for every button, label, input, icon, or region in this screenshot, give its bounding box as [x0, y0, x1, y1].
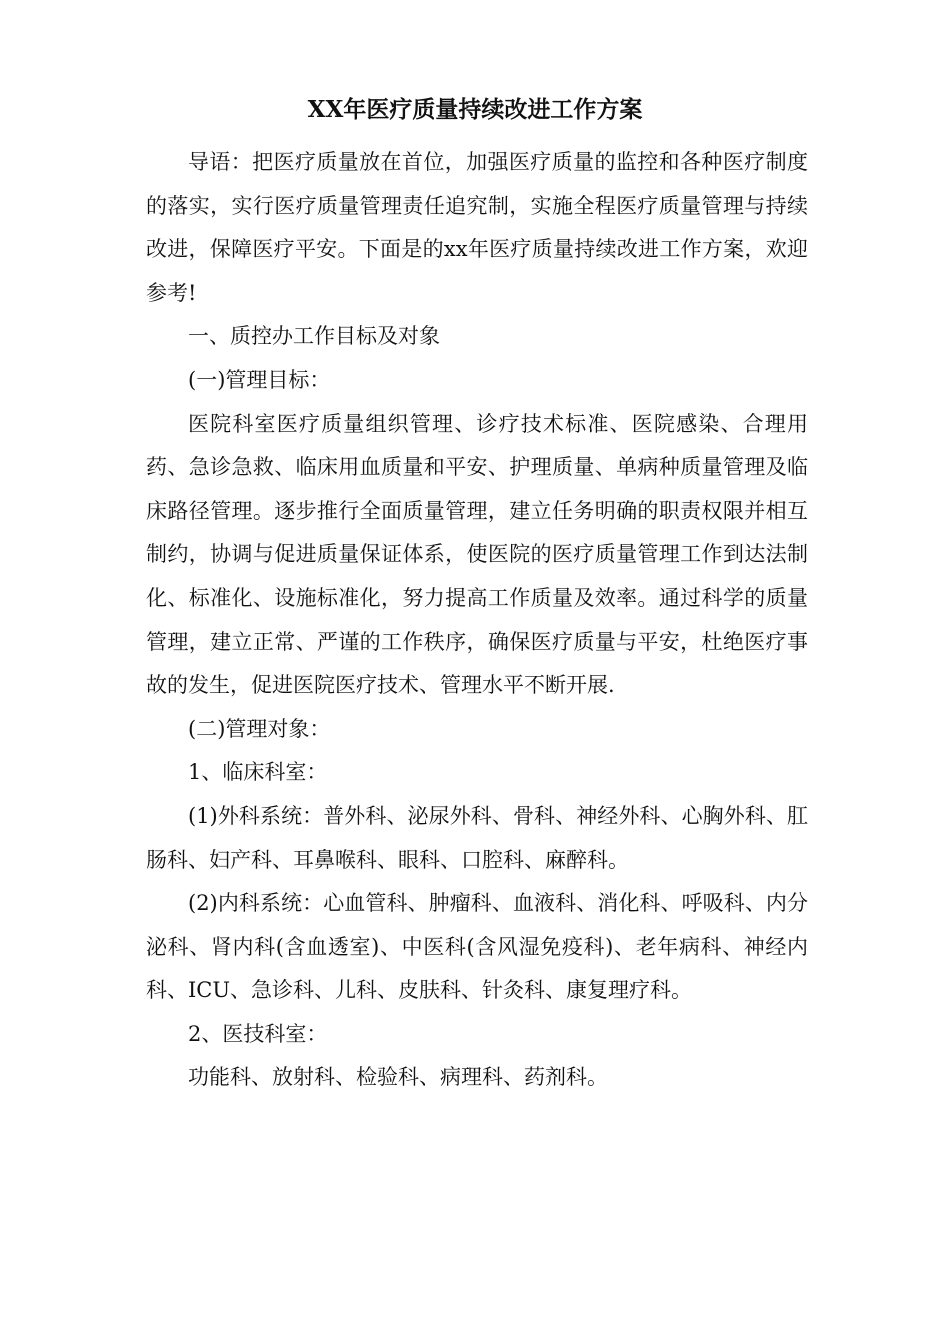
- internal-medicine-paragraph: (2)内科系统：心血管科、肿瘤科、血液科、消化科、呼吸科、内分泌科、肾内科(含血透室)、中医科(含风湿免疫科)、老年病科、神经内科、ICU、急诊科、儿科、皮肤科、针灸科、康复理疗科。: [146, 891, 808, 1003]
- clinical-departments-heading: 1、临床科室：: [188, 760, 328, 785]
- medical-tech-heading: 2、医技科室：: [188, 1021, 328, 1046]
- document-body: [146, 141, 808, 1100]
- subsection-heading-objects: (二)管理对象：: [188, 716, 331, 741]
- intro-paragraph: 导语：把医疗质量放在首位，加强医疗质量的监控和各种医疗制度的落实，实行医疗质量管理责任追究制，实施全程医疗质量管理与持续改进，保障医疗平安。下面是的xx年医疗质量持续改进工作方案，欢迎参考!: [146, 150, 808, 305]
- subsection-heading-goals: (一)管理目标：: [188, 367, 331, 392]
- medical-tech-paragraph: 功能科、放射科、检验科、病理科、药剂科。: [188, 1065, 608, 1090]
- goals-paragraph: 医院科室医疗质量组织管理、诊疗技术标准、医院感染、合理用药、急诊急救、临床用血质量和平安、护理质量、单病种质量管理及临床路径管理。逐步推行全面质量管理，建立任务明确的职责权限并相互制约，协调与促进质量保证体系，使医院的医疗质量管理工作到达法制化、标准化、设施标准化，努力提高工作质量及效率。通过科学的质量管理，建立正常、严谨的工作秩序，确保医疗质量与平安，杜绝医疗事故的发生，促进医院医疗技术、管理水平不断开展.: [146, 411, 808, 698]
- document-title: XX年医疗质量持续改进工作方案: [307, 96, 643, 123]
- surgery-system-paragraph: (1)外科系统：普外科、泌尿外科、骨科、神经外科、心胸外科、肛肠科、妇产科、耳鼻喉科、眼科、口腔科、麻醉科。: [146, 803, 808, 872]
- section-heading-1: 一、质控办工作目标及对象: [188, 324, 440, 349]
